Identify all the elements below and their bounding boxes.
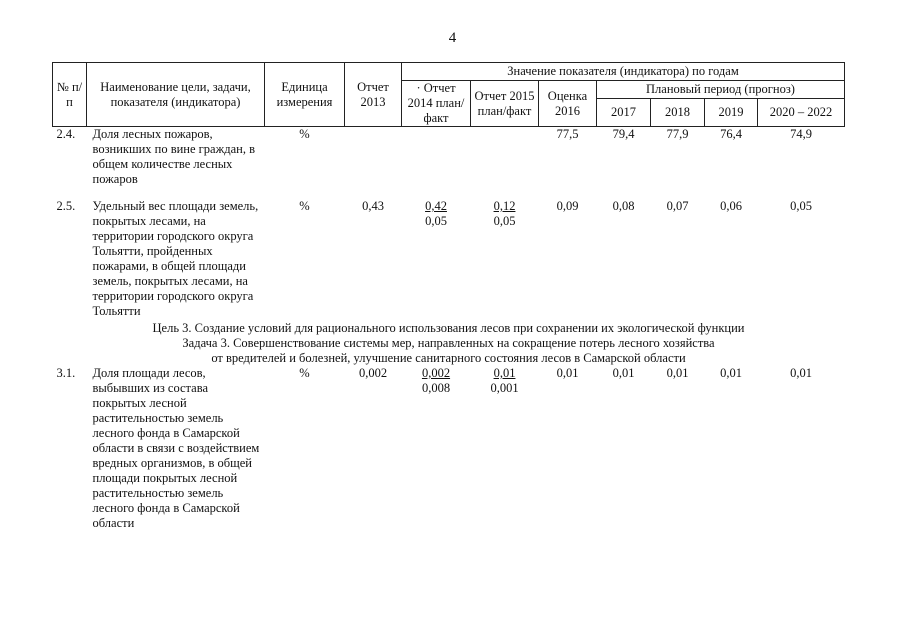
row-estimate-2016: 0,09 (556, 199, 579, 213)
row-num: 2.4. (56, 127, 76, 141)
plan-value: 0,12 (493, 199, 516, 213)
row-name: Удельный вес площади земель, покрытых лесами, на территории городского округа Тольятти, пройденных пожарами, в общей площади земель, покрытых лесами, на территории городского округа Тольятти (92, 199, 259, 318)
row-plan-2019: 0,01 (720, 366, 742, 380)
row-plan-2019: 0,06 (720, 199, 742, 213)
indicators-table (52, 62, 845, 531)
row-plan-2020-2022: 0,01 (790, 366, 812, 380)
row-plan-2020-2022: 74,9 (790, 127, 812, 141)
header-estimate-2016: Оценка 2016 (539, 81, 597, 127)
row-name: Доля площади лесов, выбывших из состава покрытых лесной растительностью земель лесного фонда в Самарской области в связи с воздействием вредных организмов, в общей площади покрытых лесной растительностью земель лесного фонда в Самарской области (92, 366, 260, 530)
row-report-2013: 0,43 (362, 199, 384, 213)
row-report-2015 (471, 199, 539, 319)
fact-value: 0,05 (425, 214, 447, 228)
row-report-2015 (471, 366, 539, 531)
row-num: 2.5. (56, 199, 76, 213)
row-plan-2018: 77,9 (666, 127, 689, 141)
plan-value: 0,42 (425, 199, 447, 213)
page-number: 4 (448, 30, 457, 46)
row-report-2014 (402, 127, 471, 188)
goal-row (53, 319, 845, 336)
row-name: Доля лесных пожаров, возникших по вине граждан, в общем количестве лесных пожаров (92, 127, 255, 186)
header-unit: Единица измерения (265, 63, 345, 127)
header-group-title: Значение показателя (индикатора) по годам (402, 63, 845, 81)
row-report-2013 (345, 127, 402, 188)
header-num: № п/п (53, 63, 87, 127)
fact-value: 0,05 (493, 214, 516, 228)
header-name: Наименование цели, задачи, показателя (индикатора) (87, 63, 265, 127)
header-report-2013: Отчет 2013 (345, 63, 402, 127)
row-report-2015 (471, 127, 539, 188)
row-plan-2017: 0,01 (612, 366, 635, 380)
row-report-2013: 0,002 (358, 366, 388, 380)
row-estimate-2016: 77,5 (556, 127, 579, 141)
header-report-2014: · Отчет 2014 план/факт (402, 81, 471, 127)
goal-3-text: Цель 3. Создание условий для рационального использования лесов при сохранении их экологической функции (152, 321, 745, 335)
row-plan-2017: 79,4 (612, 127, 635, 141)
table-row (53, 127, 845, 188)
header-report-2015: Отчет 2015 план/факт (471, 81, 539, 127)
row-estimate-2016: 0,01 (556, 366, 579, 380)
row-num: 3.1. (56, 366, 76, 380)
header-year-2019: 2019 (705, 99, 758, 127)
task-3-line-2: от вредителей и болезней, улучшение санитарного состояния лесов в Самарской области (211, 351, 686, 365)
header-year-2018: 2018 (651, 99, 705, 127)
header-year-2017: 2017 (597, 99, 651, 127)
row-plan-2020-2022: 0,05 (790, 199, 812, 213)
row-plan-2017: 0,08 (612, 199, 635, 213)
fact-value: 0,001 (490, 381, 519, 395)
row-unit: % (299, 366, 310, 380)
plan-value: 0,002 (421, 366, 451, 380)
plan-value: 0,01 (493, 366, 516, 380)
table-header (53, 63, 845, 127)
header-year-2020-2022: 2020 – 2022 (758, 99, 845, 127)
row-unit: % (299, 127, 310, 141)
row-plan-2018: 0,07 (666, 199, 689, 213)
row-unit: % (299, 199, 310, 213)
task-3-line-1: Задача 3. Совершенствование системы мер, направленных на сокращение потерь лесного хозяйства (182, 336, 715, 350)
table-row (53, 366, 845, 531)
row-report-2014 (402, 199, 471, 319)
task-row (53, 336, 845, 366)
row-report-2014 (402, 366, 471, 531)
table-row (53, 199, 845, 319)
fact-value: 0,008 (421, 381, 451, 395)
header-plan-title: Плановый период (прогноз) (597, 81, 845, 99)
row-plan-2019: 76,4 (720, 127, 742, 141)
row-plan-2018: 0,01 (666, 366, 689, 380)
